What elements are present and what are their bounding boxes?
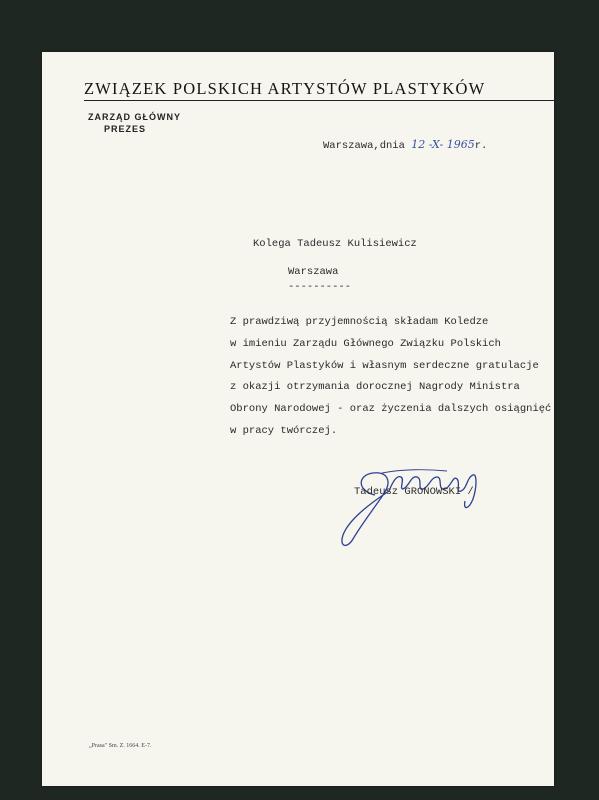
printer-mark: „Prasa" Sm. Z. 1664. E-7. (89, 743, 152, 749)
body-line: w imieniu Zarządu Głównego Związku Polskich (230, 338, 501, 350)
date-line (323, 138, 487, 152)
date-prefix: Warszawa,dnia (323, 140, 405, 152)
board-label: ZARZĄD GŁÓWNY (88, 112, 181, 122)
signer-name: Tadeusz GRONOWSKI / (354, 486, 474, 498)
addressee-city: Warszawa (288, 266, 339, 278)
body-line: z okazji otrzymania dorocznej Nagrody Ministra (230, 381, 520, 393)
handwritten-signature (327, 447, 492, 552)
date-suffix: r. (474, 140, 488, 152)
addressee-name: Kolega Tadeusz Kulisiewicz (253, 238, 417, 250)
organization-name: ZWIĄZEK POLSKICH ARTYSTÓW PLASTYKÓW (84, 79, 486, 98)
body-line: Artystów Plastyków i własnym serdeczne gratulacje (230, 360, 539, 372)
body-line: Obrony Narodowej - oraz życzenia dalszych osiągnięć (230, 403, 552, 415)
body-line: Z prawdziwą przyjemnością składam Koledze (230, 316, 489, 328)
role-label: PREZES (104, 124, 147, 134)
handwritten-date: 12 -X- 1965 (411, 138, 475, 151)
letterhead-rule (84, 100, 554, 101)
letter-page (42, 52, 554, 786)
body-line: w pracy twórczej. (230, 425, 338, 437)
city-underline: ---------- (288, 281, 352, 293)
